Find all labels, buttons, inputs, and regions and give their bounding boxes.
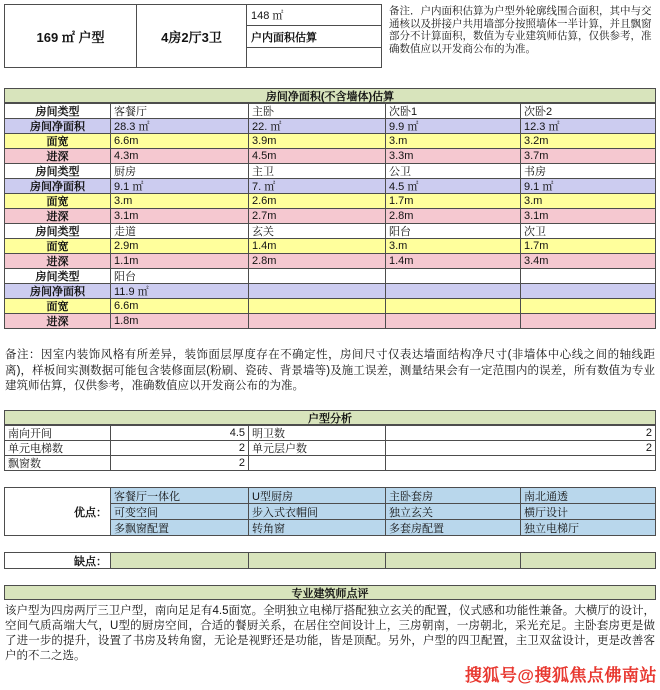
room-row-label: 面宽 xyxy=(5,299,111,314)
pros-table xyxy=(4,487,656,536)
room-cell: 3.m xyxy=(521,194,656,209)
room-cell: 3.m xyxy=(111,194,249,209)
room-cell xyxy=(386,299,521,314)
pros-item: 横厅设计 xyxy=(521,504,656,520)
room-cell: 3.1m xyxy=(521,209,656,224)
room-cell: 3.7m xyxy=(521,149,656,164)
pros-item: 独立电梯厅 xyxy=(521,520,656,536)
room-row-label: 面宽 xyxy=(5,239,111,254)
room-cell: 2.8m xyxy=(386,209,521,224)
cons-cell xyxy=(249,553,386,569)
room-cell: 次卧1 xyxy=(386,104,521,119)
cons-cell xyxy=(111,553,249,569)
room-cell: 1.7m xyxy=(386,194,521,209)
room-cell: 厨房 xyxy=(111,164,249,179)
room-cell: 3.1m xyxy=(111,209,249,224)
room-cell: 1.1m xyxy=(111,254,249,269)
room-row-label: 房间净面积 xyxy=(5,119,111,134)
room-cell: 次卧2 xyxy=(521,104,656,119)
room-row-label: 房间类型 xyxy=(5,104,111,119)
room-row-label: 房间类型 xyxy=(5,269,111,284)
room-cell: 12.3 ㎡ xyxy=(521,119,656,134)
analysis-value: 4.5 xyxy=(111,426,249,441)
room-cell: 主卫 xyxy=(249,164,386,179)
cons-cell xyxy=(521,553,656,569)
room-cell: 2.8m xyxy=(249,254,386,269)
room-cell: 6.6m xyxy=(111,134,249,149)
analysis-table xyxy=(4,425,656,471)
pros-item: 独立玄关 xyxy=(386,504,521,520)
room-cell: 3.9m xyxy=(249,134,386,149)
analysis-label xyxy=(249,456,386,471)
room-cell: 11.9 ㎡ xyxy=(111,284,249,299)
room-cell: 3.m xyxy=(386,134,521,149)
pros-item: 步入式衣帽间 xyxy=(249,504,386,520)
architect-review-text: 该户型为四房两厅三卫户型，南向足足有4.5面宽。全明独立电梯厅搭配独立玄关的配置，仪式感和功能性兼备。大横厅的设计，空间气质高端大气，U型的厨房空间，合适的餐厨关系，在居住空间设计上，三房朝南，一房朝北，采光充足。主卧套房更是做了进一步的提升，设置了书房及转角窗，无论是视野还是功能，皆是顶配。另外，户型的四卫配置，主卫双盆设计，更是改善客户的不二之选。 xyxy=(5,605,655,662)
room-cell: 1.4m xyxy=(249,239,386,254)
room-cell: 28.3 ㎡ xyxy=(111,119,249,134)
analysis-label: 单元电梯数 xyxy=(5,441,111,456)
room-cell xyxy=(386,284,521,299)
room-cell: 9.1 ㎡ xyxy=(521,179,656,194)
room-cell xyxy=(249,299,386,314)
room-cell: 4.5 ㎡ xyxy=(386,179,521,194)
room-cell: 2.6m xyxy=(249,194,386,209)
pros-item: 主卧套房 xyxy=(386,488,521,504)
section-title-review: 专业建筑师点评 xyxy=(4,585,656,600)
pros-item: 转角窗 xyxy=(249,520,386,536)
analysis-label: 南向开间 xyxy=(5,426,111,441)
room-cell: 走道 xyxy=(111,224,249,239)
room-cell: 3.3m xyxy=(386,149,521,164)
room-cell: 玄关 xyxy=(249,224,386,239)
room-cell: 2.7m xyxy=(249,209,386,224)
unit-area-box: 169 ㎡ 户型 xyxy=(4,4,137,68)
room-cell xyxy=(386,314,521,329)
analysis-label: 明卫数 xyxy=(249,426,386,441)
measurement-note: 备注：因室内装饰风格有所差异，装饰面层厚度存在不确定性，房间尺寸仅表达墙面结构净尺寸(非墙体中心线之间的轴线距离)，样板间实测数据可能包含装修面层(粉刷、瓷砖、背景墙等)及施工误差，测量结果会有一定范围内的误差，所有数值为专业建筑师估算，仅供参考，准确数值应以开发商公布的为准。 xyxy=(5,349,655,392)
room-cell xyxy=(386,269,521,284)
room-cell: 6.6m xyxy=(111,299,249,314)
room-cell: 7. ㎡ xyxy=(249,179,386,194)
room-row-label: 进深 xyxy=(5,254,111,269)
room-row-label: 面宽 xyxy=(5,194,111,209)
unit-layout-box: 4房2厅3卫 xyxy=(136,4,247,68)
room-cell: 书房 xyxy=(521,164,656,179)
room-cell: 1.7m xyxy=(521,239,656,254)
room-cell xyxy=(521,284,656,299)
inner-area-box xyxy=(246,4,382,68)
analysis-label: 单元层户数 xyxy=(249,441,386,456)
room-cell: 9.1 ㎡ xyxy=(111,179,249,194)
cons-table xyxy=(4,552,656,569)
pros-item: 可变空间 xyxy=(111,504,249,520)
room-cell xyxy=(521,299,656,314)
room-cell: 9.9 ㎡ xyxy=(386,119,521,134)
cons-cell xyxy=(386,553,521,569)
room-cell: 阳台 xyxy=(111,269,249,284)
room-cell xyxy=(249,314,386,329)
analysis-value: 2 xyxy=(386,441,656,456)
room-cell xyxy=(521,314,656,329)
inner-area-value: 148 ㎡ xyxy=(247,5,381,26)
pros-item: 多飘窗配置 xyxy=(111,520,249,536)
pros-label: 优点： xyxy=(5,488,111,536)
room-row-label: 面宽 xyxy=(5,134,111,149)
room-area-table xyxy=(4,103,656,329)
room-row-label: 房间类型 xyxy=(5,164,111,179)
room-cell: 1.8m xyxy=(111,314,249,329)
room-row-label: 进深 xyxy=(5,149,111,164)
room-cell: 4.5m xyxy=(249,149,386,164)
room-cell: 次卫 xyxy=(521,224,656,239)
room-row-label: 进深 xyxy=(5,209,111,224)
room-cell xyxy=(249,269,386,284)
header-note: 备注．户内面积估算为户型外轮廓线围合面积，其中与交通核以及拼接户共用墙部分按照墙体一半计算，并且飘窗部分不计算面积，数值为专业建筑师估算，仅供参考，准确数值应以开发商公布的为准。 xyxy=(389,5,652,55)
cons-label: 缺点： xyxy=(5,553,111,569)
room-cell: 客餐厅 xyxy=(111,104,249,119)
sohu-watermark: 搜狐号@搜狐焦点佛南站 xyxy=(464,666,657,685)
room-cell: 2.9m xyxy=(111,239,249,254)
room-row-label: 房间类型 xyxy=(5,224,111,239)
room-cell: 3.4m xyxy=(521,254,656,269)
room-cell: 公卫 xyxy=(386,164,521,179)
room-row-label: 房间净面积 xyxy=(5,284,111,299)
room-cell: 3.2m xyxy=(521,134,656,149)
room-cell: 阳台 xyxy=(386,224,521,239)
analysis-value: 2 xyxy=(111,456,249,471)
room-cell: 1.4m xyxy=(386,254,521,269)
room-cell: 4.3m xyxy=(111,149,249,164)
room-cell: 22. ㎡ xyxy=(249,119,386,134)
room-cell: 主卧 xyxy=(249,104,386,119)
room-row-label: 进深 xyxy=(5,314,111,329)
pros-item: 南北通透 xyxy=(521,488,656,504)
analysis-value: 2 xyxy=(111,441,249,456)
inner-area-label: 户内面积估算 xyxy=(247,26,381,48)
analysis-value xyxy=(386,456,656,471)
analysis-label: 飘窗数 xyxy=(5,456,111,471)
room-row-label: 房间净面积 xyxy=(5,179,111,194)
pros-item: 客餐厅一体化 xyxy=(111,488,249,504)
pros-item: U型厨房 xyxy=(249,488,386,504)
section-title-analysis: 户型分析 xyxy=(4,410,656,425)
room-cell: 3.m xyxy=(386,239,521,254)
analysis-value: 2 xyxy=(386,426,656,441)
pros-item: 多套房配置 xyxy=(386,520,521,536)
room-cell xyxy=(521,269,656,284)
section-title-room-areas: 房间净面积(不含墙体)估算 xyxy=(4,88,656,103)
room-cell xyxy=(249,284,386,299)
